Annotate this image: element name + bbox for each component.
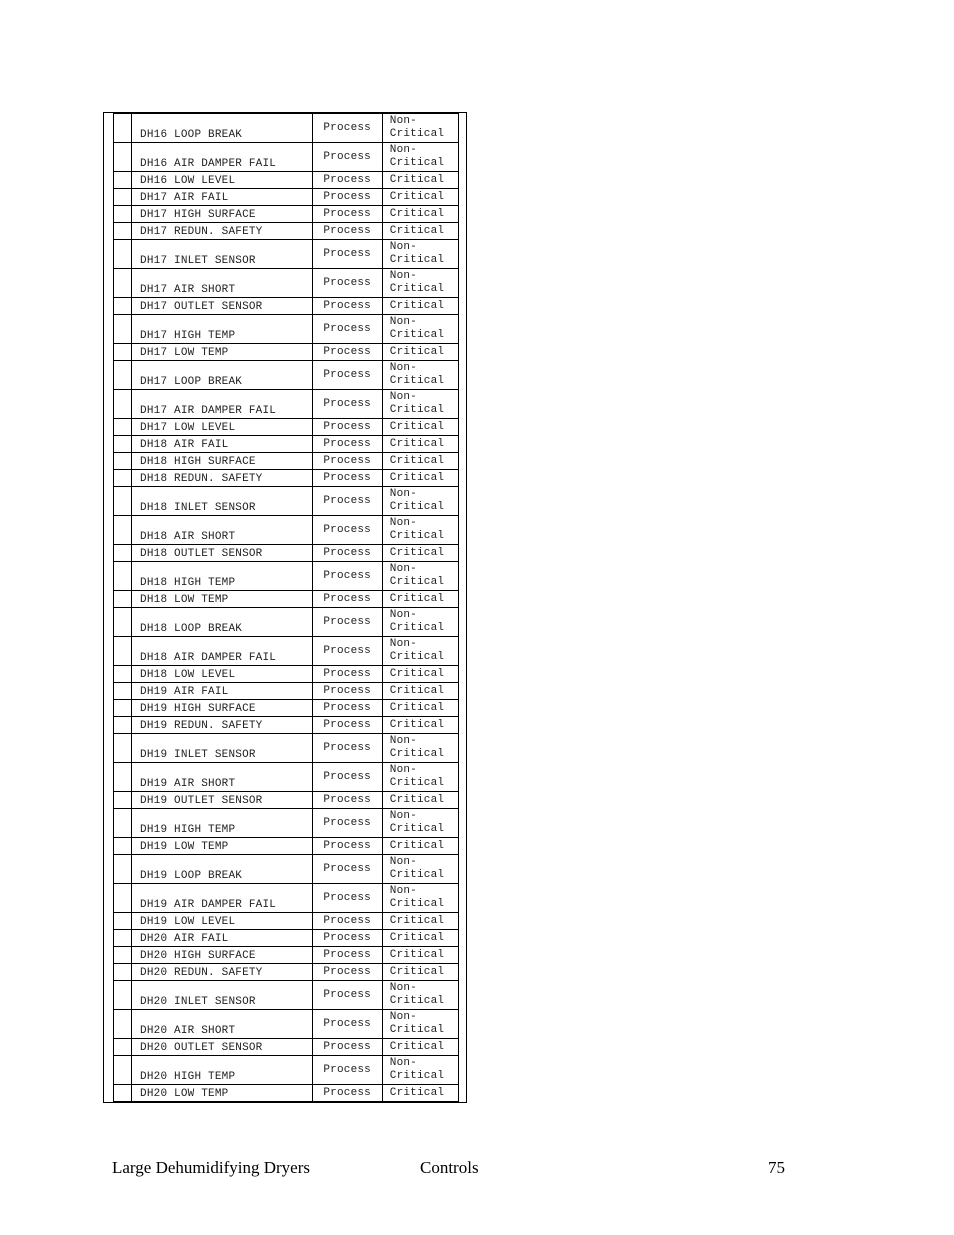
alarm-type-cell: Process bbox=[312, 315, 382, 344]
alarm-name-cell: DH18 REDUN. SAFETY bbox=[132, 470, 313, 487]
alarm-type-cell: Process bbox=[312, 344, 382, 361]
alarm-name-cell: DH18 INLET SENSOR bbox=[132, 487, 313, 516]
alarm-name-cell: DH20 REDUN. SAFETY bbox=[132, 964, 313, 981]
alarm-type-cell: Process bbox=[312, 436, 382, 453]
table-row bbox=[114, 269, 459, 298]
table-row bbox=[114, 470, 459, 487]
alarm-name-cell: DH17 HIGH SURFACE bbox=[132, 206, 313, 223]
alarm-level-cell: Critical bbox=[382, 930, 458, 947]
row-marker-cell bbox=[114, 436, 132, 453]
alarm-name-cell: DH20 LOW TEMP bbox=[132, 1085, 313, 1102]
row-marker-cell bbox=[114, 1039, 132, 1056]
row-marker-cell bbox=[114, 913, 132, 930]
alarm-type-cell: Process bbox=[312, 964, 382, 981]
row-marker-cell bbox=[114, 315, 132, 344]
alarm-name-cell: DH17 AIR FAIL bbox=[132, 189, 313, 206]
alarm-type-cell: Process bbox=[312, 1039, 382, 1056]
alarm-type-cell: Process bbox=[312, 792, 382, 809]
alarm-name-cell: DH18 AIR FAIL bbox=[132, 436, 313, 453]
table-row bbox=[114, 1056, 459, 1085]
table-row bbox=[114, 240, 459, 269]
row-marker-cell bbox=[114, 487, 132, 516]
alarm-level-cell: Non- Critical bbox=[382, 240, 458, 269]
alarm-name-cell: DH19 AIR SHORT bbox=[132, 763, 313, 792]
table-row bbox=[114, 298, 459, 315]
alarm-name-cell: DH16 AIR DAMPER FAIL bbox=[132, 143, 313, 172]
row-marker-cell bbox=[114, 114, 132, 143]
alarm-name-cell: DH19 INLET SENSOR bbox=[132, 734, 313, 763]
alarm-level-cell: Critical bbox=[382, 470, 458, 487]
alarm-name-cell: DH18 AIR DAMPER FAIL bbox=[132, 637, 313, 666]
row-marker-cell bbox=[114, 240, 132, 269]
alarm-level-cell: Critical bbox=[382, 717, 458, 734]
alarm-level-cell: Non- Critical bbox=[382, 884, 458, 913]
row-marker-cell bbox=[114, 269, 132, 298]
row-marker-cell bbox=[114, 855, 132, 884]
alarm-type-cell: Process bbox=[312, 884, 382, 913]
table-row bbox=[114, 763, 459, 792]
alarm-type-cell: Process bbox=[312, 1010, 382, 1039]
alarm-name-cell: DH18 OUTLET SENSOR bbox=[132, 545, 313, 562]
alarm-type-cell: Process bbox=[312, 114, 382, 143]
table-row bbox=[114, 516, 459, 545]
alarm-type-cell: Process bbox=[312, 453, 382, 470]
alarm-type-cell: Process bbox=[312, 838, 382, 855]
alarm-name-cell: DH16 LOW LEVEL bbox=[132, 172, 313, 189]
alarm-type-cell: Process bbox=[312, 1056, 382, 1085]
table-row bbox=[114, 666, 459, 683]
alarm-type-cell: Process bbox=[312, 734, 382, 763]
table-row bbox=[114, 206, 459, 223]
table-row bbox=[114, 436, 459, 453]
alarm-type-cell: Process bbox=[312, 700, 382, 717]
row-marker-cell bbox=[114, 792, 132, 809]
alarm-level-cell: Non- Critical bbox=[382, 315, 458, 344]
table-row bbox=[114, 947, 459, 964]
alarm-type-cell: Process bbox=[312, 637, 382, 666]
table-row bbox=[114, 361, 459, 390]
footer-page-number: 75 bbox=[768, 1158, 785, 1177]
alarm-level-cell: Critical bbox=[382, 298, 458, 315]
alarm-type-cell: Process bbox=[312, 240, 382, 269]
alarm-name-cell: DH17 AIR SHORT bbox=[132, 269, 313, 298]
alarm-name-cell: DH19 AIR DAMPER FAIL bbox=[132, 884, 313, 913]
alarm-name-cell: DH20 HIGH TEMP bbox=[132, 1056, 313, 1085]
table-row bbox=[114, 717, 459, 734]
alarm-type-cell: Process bbox=[312, 913, 382, 930]
table-row bbox=[114, 143, 459, 172]
alarm-level-cell: Non- Critical bbox=[382, 361, 458, 390]
alarm-type-cell: Process bbox=[312, 143, 382, 172]
table-row bbox=[114, 223, 459, 240]
alarm-type-cell: Process bbox=[312, 361, 382, 390]
row-marker-cell bbox=[114, 172, 132, 189]
table-row bbox=[114, 114, 459, 143]
table-row bbox=[114, 315, 459, 344]
alarm-level-cell: Critical bbox=[382, 838, 458, 855]
alarm-type-cell: Process bbox=[312, 947, 382, 964]
alarm-name-cell: DH20 AIR FAIL bbox=[132, 930, 313, 947]
alarm-type-cell: Process bbox=[312, 1085, 382, 1102]
row-marker-cell bbox=[114, 1056, 132, 1085]
alarm-name-cell: DH19 LOW TEMP bbox=[132, 838, 313, 855]
table-row bbox=[114, 1085, 459, 1102]
alarm-type-cell: Process bbox=[312, 591, 382, 608]
table-row bbox=[114, 809, 459, 838]
alarm-level-cell: Non- Critical bbox=[382, 390, 458, 419]
alarm-name-cell: DH17 LOW TEMP bbox=[132, 344, 313, 361]
table-row bbox=[114, 884, 459, 913]
alarm-level-cell: Critical bbox=[382, 189, 458, 206]
row-marker-cell bbox=[114, 666, 132, 683]
footer-section-title: Controls bbox=[420, 1158, 479, 1177]
table-row bbox=[114, 981, 459, 1010]
table-row bbox=[114, 792, 459, 809]
row-marker-cell bbox=[114, 884, 132, 913]
alarm-level-cell: Non- Critical bbox=[382, 1056, 458, 1085]
alarm-name-cell: DH20 HIGH SURFACE bbox=[132, 947, 313, 964]
alarm-name-cell: DH17 REDUN. SAFETY bbox=[132, 223, 313, 240]
alarm-level-cell: Non- Critical bbox=[382, 763, 458, 792]
table-row bbox=[114, 637, 459, 666]
table-row bbox=[114, 930, 459, 947]
table-row bbox=[114, 189, 459, 206]
alarm-level-cell: Critical bbox=[382, 453, 458, 470]
alarm-table-body bbox=[114, 114, 459, 1102]
row-marker-cell bbox=[114, 189, 132, 206]
row-marker-cell bbox=[114, 298, 132, 315]
alarm-level-cell: Critical bbox=[382, 206, 458, 223]
alarm-name-cell: DH19 OUTLET SENSOR bbox=[132, 792, 313, 809]
table-row bbox=[114, 390, 459, 419]
alarm-level-cell: Non- Critical bbox=[382, 487, 458, 516]
table-row bbox=[114, 838, 459, 855]
table-row bbox=[114, 1039, 459, 1056]
alarm-name-cell: DH19 LOOP BREAK bbox=[132, 855, 313, 884]
alarm-type-cell: Process bbox=[312, 269, 382, 298]
row-marker-cell bbox=[114, 734, 132, 763]
row-marker-cell bbox=[114, 964, 132, 981]
alarm-name-cell: DH17 HIGH TEMP bbox=[132, 315, 313, 344]
alarm-level-cell: Non- Critical bbox=[382, 809, 458, 838]
row-marker-cell bbox=[114, 947, 132, 964]
alarm-name-cell: DH17 LOW LEVEL bbox=[132, 419, 313, 436]
alarm-level-cell: Critical bbox=[382, 700, 458, 717]
alarm-level-cell: Non- Critical bbox=[382, 562, 458, 591]
alarm-name-cell: DH16 LOOP BREAK bbox=[132, 114, 313, 143]
row-marker-cell bbox=[114, 143, 132, 172]
row-marker-cell bbox=[114, 545, 132, 562]
alarm-name-cell: DH17 OUTLET SENSOR bbox=[132, 298, 313, 315]
row-marker-cell bbox=[114, 453, 132, 470]
table-row bbox=[114, 964, 459, 981]
alarm-level-cell: Critical bbox=[382, 666, 458, 683]
table-row bbox=[114, 608, 459, 637]
alarm-type-cell: Process bbox=[312, 809, 382, 838]
alarm-level-cell: Critical bbox=[382, 964, 458, 981]
alarm-level-cell: Non- Critical bbox=[382, 1010, 458, 1039]
row-marker-cell bbox=[114, 206, 132, 223]
row-marker-cell bbox=[114, 981, 132, 1010]
row-marker-cell bbox=[114, 930, 132, 947]
row-marker-cell bbox=[114, 717, 132, 734]
row-marker-cell bbox=[114, 361, 132, 390]
table-row bbox=[114, 855, 459, 884]
row-marker-cell bbox=[114, 763, 132, 792]
alarm-name-cell: DH19 HIGH TEMP bbox=[132, 809, 313, 838]
alarm-type-cell: Process bbox=[312, 223, 382, 240]
alarm-level-cell: Non- Critical bbox=[382, 608, 458, 637]
alarm-level-cell: Critical bbox=[382, 913, 458, 930]
alarm-level-cell: Critical bbox=[382, 683, 458, 700]
row-marker-cell bbox=[114, 591, 132, 608]
alarm-level-cell: Non- Critical bbox=[382, 734, 458, 763]
alarm-level-cell: Critical bbox=[382, 1085, 458, 1102]
alarm-name-cell: DH18 HIGH SURFACE bbox=[132, 453, 313, 470]
alarm-name-cell: DH19 AIR FAIL bbox=[132, 683, 313, 700]
alarm-level-cell: Non- Critical bbox=[382, 855, 458, 884]
table-row bbox=[114, 172, 459, 189]
alarm-name-cell: DH19 HIGH SURFACE bbox=[132, 700, 313, 717]
table-row bbox=[114, 453, 459, 470]
footer-document-title: Large Dehumidifying Dryers bbox=[112, 1158, 310, 1177]
row-marker-cell bbox=[114, 470, 132, 487]
alarm-type-cell: Process bbox=[312, 855, 382, 884]
alarm-type-cell: Process bbox=[312, 683, 382, 700]
alarm-name-cell: DH18 HIGH TEMP bbox=[132, 562, 313, 591]
alarm-type-cell: Process bbox=[312, 487, 382, 516]
alarm-level-cell: Non- Critical bbox=[382, 143, 458, 172]
alarm-type-cell: Process bbox=[312, 390, 382, 419]
table-row bbox=[114, 419, 459, 436]
alarm-name-cell: DH18 LOOP BREAK bbox=[132, 608, 313, 637]
alarm-level-cell: Critical bbox=[382, 436, 458, 453]
alarm-level-cell: Critical bbox=[382, 223, 458, 240]
table-row bbox=[114, 683, 459, 700]
alarm-name-cell: DH17 AIR DAMPER FAIL bbox=[132, 390, 313, 419]
row-marker-cell bbox=[114, 608, 132, 637]
alarm-type-cell: Process bbox=[312, 763, 382, 792]
alarm-level-cell: Critical bbox=[382, 344, 458, 361]
alarm-table bbox=[113, 113, 459, 1102]
alarm-name-cell: DH19 LOW LEVEL bbox=[132, 913, 313, 930]
alarm-type-cell: Process bbox=[312, 298, 382, 315]
table-row bbox=[114, 487, 459, 516]
alarm-name-cell: DH20 INLET SENSOR bbox=[132, 981, 313, 1010]
row-marker-cell bbox=[114, 516, 132, 545]
table-row bbox=[114, 344, 459, 361]
alarm-level-cell: Critical bbox=[382, 591, 458, 608]
row-marker-cell bbox=[114, 637, 132, 666]
alarm-name-cell: DH18 LOW TEMP bbox=[132, 591, 313, 608]
alarm-type-cell: Process bbox=[312, 470, 382, 487]
alarm-level-cell: Critical bbox=[382, 172, 458, 189]
table-row bbox=[114, 591, 459, 608]
alarm-type-cell: Process bbox=[312, 206, 382, 223]
alarm-level-cell: Critical bbox=[382, 947, 458, 964]
row-marker-cell bbox=[114, 562, 132, 591]
alarm-type-cell: Process bbox=[312, 172, 382, 189]
row-marker-cell bbox=[114, 683, 132, 700]
alarm-type-cell: Process bbox=[312, 545, 382, 562]
row-marker-cell bbox=[114, 838, 132, 855]
alarm-type-cell: Process bbox=[312, 516, 382, 545]
alarm-name-cell: DH20 OUTLET SENSOR bbox=[132, 1039, 313, 1056]
alarm-name-cell: DH19 REDUN. SAFETY bbox=[132, 717, 313, 734]
row-marker-cell bbox=[114, 1085, 132, 1102]
alarm-name-cell: DH20 AIR SHORT bbox=[132, 1010, 313, 1039]
table-row bbox=[114, 545, 459, 562]
table-row bbox=[114, 562, 459, 591]
alarm-level-cell: Critical bbox=[382, 545, 458, 562]
row-marker-cell bbox=[114, 700, 132, 717]
alarm-level-cell: Non- Critical bbox=[382, 516, 458, 545]
alarm-level-cell: Non- Critical bbox=[382, 269, 458, 298]
alarm-type-cell: Process bbox=[312, 717, 382, 734]
alarm-level-cell: Non- Critical bbox=[382, 114, 458, 143]
table-row bbox=[114, 734, 459, 763]
alarm-name-cell: DH18 LOW LEVEL bbox=[132, 666, 313, 683]
alarm-level-cell: Critical bbox=[382, 1039, 458, 1056]
alarm-type-cell: Process bbox=[312, 608, 382, 637]
alarm-level-cell: Non- Critical bbox=[382, 637, 458, 666]
alarm-table-frame bbox=[103, 112, 467, 1103]
row-marker-cell bbox=[114, 809, 132, 838]
alarm-name-cell: DH18 AIR SHORT bbox=[132, 516, 313, 545]
alarm-type-cell: Process bbox=[312, 562, 382, 591]
row-marker-cell bbox=[114, 419, 132, 436]
table-row bbox=[114, 700, 459, 717]
alarm-name-cell: DH17 LOOP BREAK bbox=[132, 361, 313, 390]
table-row bbox=[114, 1010, 459, 1039]
row-marker-cell bbox=[114, 223, 132, 240]
alarm-level-cell: Non- Critical bbox=[382, 981, 458, 1010]
alarm-name-cell: DH17 INLET SENSOR bbox=[132, 240, 313, 269]
table-row bbox=[114, 913, 459, 930]
row-marker-cell bbox=[114, 344, 132, 361]
row-marker-cell bbox=[114, 390, 132, 419]
alarm-type-cell: Process bbox=[312, 419, 382, 436]
alarm-type-cell: Process bbox=[312, 930, 382, 947]
alarm-level-cell: Critical bbox=[382, 792, 458, 809]
alarm-level-cell: Critical bbox=[382, 419, 458, 436]
alarm-type-cell: Process bbox=[312, 981, 382, 1010]
alarm-type-cell: Process bbox=[312, 666, 382, 683]
row-marker-cell bbox=[114, 1010, 132, 1039]
alarm-type-cell: Process bbox=[312, 189, 382, 206]
